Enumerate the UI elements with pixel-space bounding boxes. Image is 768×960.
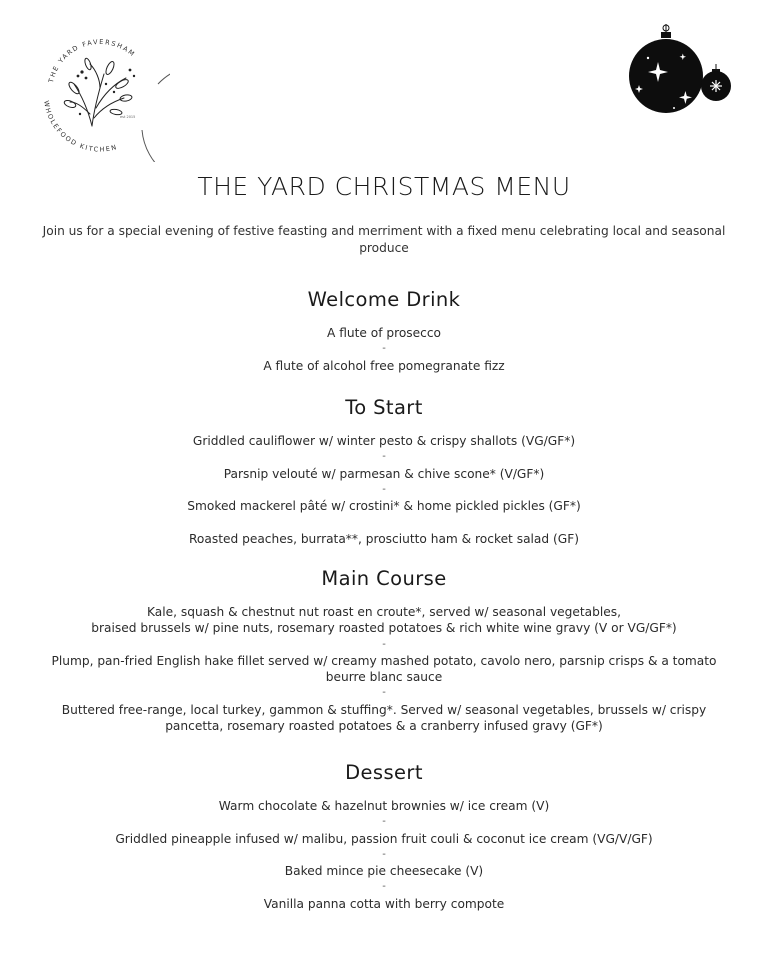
item-separator: [0, 514, 768, 530]
menu-item-line: Buttered free-range, local turkey, gammon & stuffing*. Served w/ seasonal vegetables, brussels w/ crispy: [61, 702, 707, 717]
section-heading-to-start: To Start: [345, 396, 423, 419]
to-start-section: [0, 396, 768, 547]
svg-text:WHOLEFOOD KITCHEN: [42, 100, 118, 154]
item-separator: -: [382, 451, 386, 463]
item-separator: -: [382, 483, 386, 495]
dessert-section: [0, 761, 768, 912]
christmas-baubles-icon: [624, 24, 740, 120]
menu-item-line: braised brussels w/ pine nuts, rosemary roasted potatoes & rich white wine gravy (V or VG/GF*): [91, 621, 677, 636]
menu-item: A flute of alcohol free pomegranate fizz: [263, 358, 505, 373]
menu-item: Parsnip velouté w/ parmesan & chive scone* (V/GF*): [223, 466, 545, 481]
logo-arc-text-bottom: WHOLEFOOD KITCHEN: [42, 99, 119, 154]
menu-item: Griddled pineapple infused w/ malibu, passion fruit couli & coconut ice cream (VG/V/GF): [115, 831, 653, 846]
main-course-section: [0, 567, 768, 734]
menu-title: THE YARD CHRISTMAS MENU: [197, 172, 571, 201]
menu-item-line: beurre blanc sauce: [325, 670, 443, 685]
item-separator: -: [382, 687, 386, 699]
logo-est: est 2015: [120, 115, 136, 119]
section-heading-dessert: Dessert: [345, 761, 423, 784]
item-separator: -: [382, 343, 386, 355]
menu-item: Roasted peaches, burrata**, prosciutto ham & rocket salad (GF): [189, 531, 579, 546]
menu-item: Griddled cauliflower w/ winter pesto & crispy shallots (VG/GF*): [192, 434, 576, 448]
svg-text:THE YARD FAVERSHAM: [47, 38, 137, 85]
item-separator: -: [382, 816, 386, 828]
item-separator: -: [382, 881, 386, 893]
menu-item: Smoked mackerel pâté w/ crostini* & home pickled pickles (GF*): [187, 499, 581, 513]
menu-item: A flute of prosecco: [326, 326, 442, 340]
menu-intro: Join us for a special evening of festive feasting and merriment with a fixed menu celebrating local and seasonal produce: [42, 224, 726, 255]
logo-arc-text-top: THE YARD FAVERSHAM: [46, 37, 138, 84]
item-separator: -: [382, 848, 386, 860]
menu-item: Vanilla panna cotta with berry compote: [263, 896, 505, 911]
menu-item-line: Kale, squash & chestnut nut roast en croute*, served w/ seasonal vegetables,: [147, 605, 621, 619]
menu-item: Baked mince pie cheesecake (V): [284, 864, 484, 878]
yard-faversham-logo: [30, 22, 170, 162]
welcome-drink-section: [0, 288, 768, 374]
menu-item-line: pancetta, rosemary roasted potatoes & a cranberry infused gravy (GF*): [165, 718, 603, 733]
section-heading-welcome-drink: Welcome Drink: [307, 288, 461, 311]
botanical-sprig-icon: [30, 22, 170, 162]
menu-item: Warm chocolate & hazelnut brownies w/ ice cream (V): [218, 799, 550, 813]
section-heading-main-course: Main Course: [321, 567, 447, 590]
item-separator: -: [382, 638, 386, 650]
menu-item-line: Plump, pan-fried English hake fillet served w/ creamy mashed potato, cavolo nero, parsnip crisps & a tomato: [51, 653, 717, 668]
